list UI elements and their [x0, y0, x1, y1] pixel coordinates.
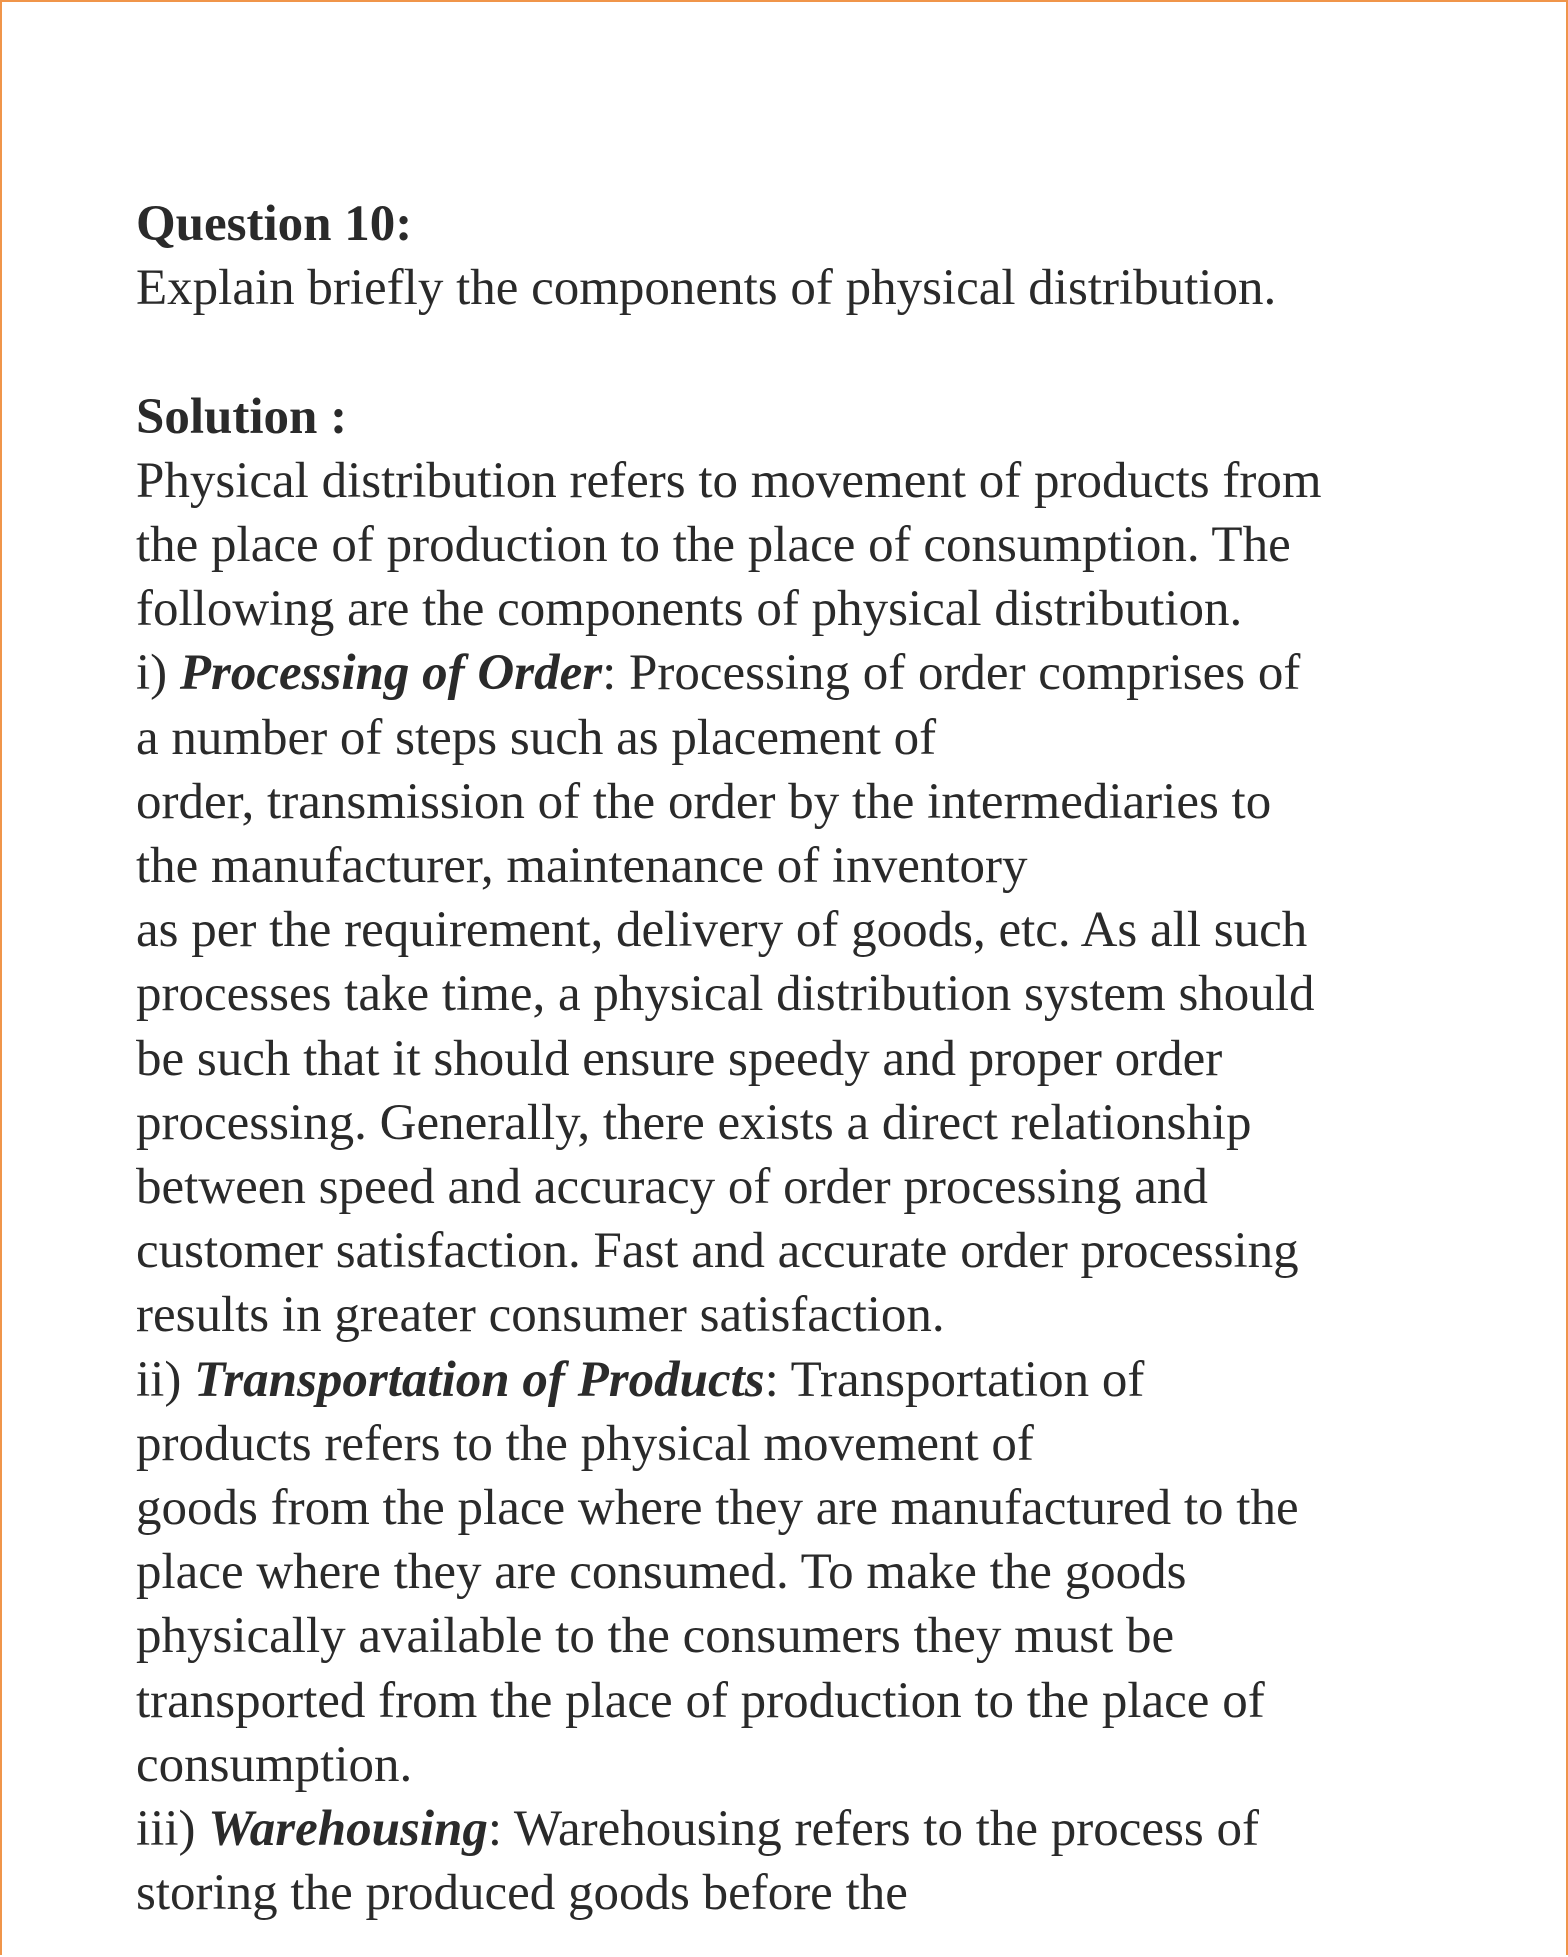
intro-line: Physical distribution refers to movement of products from	[136, 452, 1322, 509]
body-line: results in greater consumer satisfaction.	[136, 1287, 945, 1344]
body-line: products refers to the physical movement of	[136, 1415, 1034, 1472]
question-text: Explain briefly the components of physical distribution.	[136, 260, 1277, 317]
component-number: iii)	[136, 1801, 209, 1858]
solution-title: Solution :	[136, 388, 348, 445]
component-heading-line	[136, 1797, 1456, 1861]
body-line: processes take time, a physical distribution system should	[136, 966, 1315, 1023]
body-line: processing. Generally, there exists a direct relationship	[136, 1094, 1252, 1151]
component-text: : Transportation of	[764, 1351, 1145, 1408]
component-term: Processing of Order	[179, 645, 603, 702]
body-line: a number of steps such as placement of	[136, 709, 937, 766]
body-line: physically available to the consumers they must be	[136, 1608, 1175, 1665]
body-line: transported from the place of production to the place of	[136, 1672, 1265, 1729]
body-line: be such that it should ensure speedy and proper order	[136, 1030, 1223, 1087]
component-heading-line	[136, 1348, 1456, 1412]
body-line: order, transmission of the order by the intermediaries to	[136, 773, 1272, 830]
component-term: Transportation of Products	[194, 1351, 765, 1408]
body-line: as per the requirement, delivery of goods, etc. As all such	[136, 902, 1308, 959]
body-line: the manufacturer, maintenance of inventory	[136, 838, 1028, 895]
component-heading-line	[136, 641, 1456, 705]
body-line: customer satisfaction. Fast and accurate order processing	[136, 1223, 1299, 1280]
spacer	[136, 320, 1456, 384]
component-text: : Warehousing refers to the process of	[487, 1801, 1259, 1858]
component-number: ii)	[136, 1351, 195, 1408]
component-text: : Processing of order comprises of	[602, 645, 1301, 702]
component-term: Warehousing	[208, 1801, 488, 1858]
body-line: place where they are consumed. To make the goods	[136, 1544, 1187, 1601]
component-number: i)	[136, 645, 180, 702]
body-line: goods from the place where they are manufactured to the	[136, 1480, 1299, 1537]
intro-line: following are the components of physical distribution.	[136, 581, 1243, 638]
body-line: consumption.	[136, 1736, 413, 1793]
intro-line: the place of production to the place of consumption. The	[136, 517, 1291, 573]
body-line: between speed and accuracy of order processing and	[136, 1159, 1208, 1216]
document-content	[136, 192, 1456, 1925]
body-line: storing the produced goods before the	[136, 1865, 908, 1922]
question-title: Question 10:	[136, 196, 413, 252]
